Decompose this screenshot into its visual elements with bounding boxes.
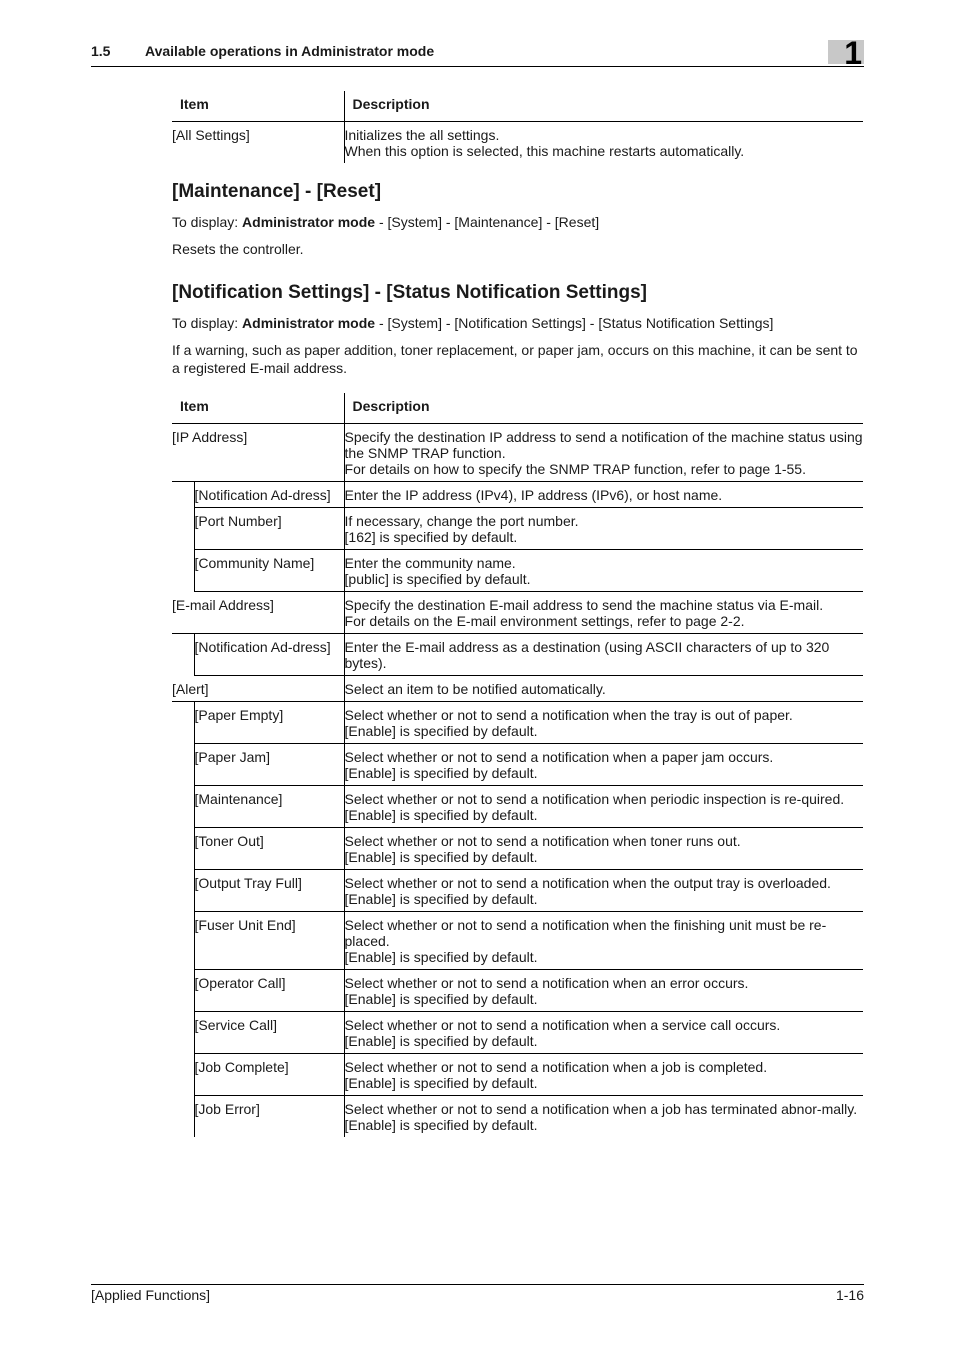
sub-item-cell: [Service Call]: [194, 1012, 344, 1054]
display-prefix: To display:: [172, 214, 243, 230]
description-cell: [344, 1054, 863, 1096]
display-path: - [System] - [Notification Settings] - [Status Notification Settings]: [375, 315, 774, 331]
description-line: [Enable] is specified by default.: [344, 891, 538, 907]
display-prefix: To display:: [172, 315, 243, 331]
item-cell: [All Settings]: [172, 127, 250, 143]
indent-cell: [172, 482, 194, 508]
indent-cell: [172, 634, 194, 676]
indent-cell: [172, 744, 194, 786]
table-row: [172, 786, 863, 828]
page-footer: [91, 1284, 864, 1303]
description-line: Select whether or not to send a notification when a job is completed.: [344, 1059, 768, 1075]
table-row: [172, 1096, 863, 1138]
description-line: [Enable] is specified by default.: [344, 1033, 538, 1049]
table-row: [172, 592, 863, 634]
description-line: Select whether or not to send a notification when a service call occurs.: [344, 1017, 781, 1033]
indent-cell: [172, 550, 194, 592]
sub-item-cell: [Operator Call]: [194, 970, 344, 1012]
all-settings-table: [172, 91, 863, 163]
footer-title: [Applied Functions]: [91, 1287, 211, 1303]
table-row: [172, 634, 863, 676]
description-cell: [344, 1012, 863, 1054]
display-path: - [System] - [Maintenance] - [Reset]: [375, 214, 600, 230]
indent-cell: [172, 508, 194, 550]
description-cell: [344, 786, 863, 828]
table-row: [172, 870, 863, 912]
notification-display-path: [172, 314, 864, 332]
item-cell: [IP Address]: [172, 424, 344, 482]
maintenance-description: Resets the controller.: [172, 241, 304, 257]
table-row: [172, 508, 863, 550]
description-cell: [344, 424, 863, 482]
description-line: If necessary, change the port number.: [344, 513, 579, 529]
description-line: Specify the destination E-mail address to send the machine status via E-mail.: [344, 597, 824, 613]
notification-description: If a warning, such as paper addition, toner replacement, or paper jam, occurs on this machine, it can be sent to a registered E-mail address.: [172, 342, 858, 376]
maintenance-reset-heading: [Maintenance] - [Reset]: [172, 181, 382, 202]
description-line: Enter the community name.: [344, 555, 516, 571]
description-cell: [344, 828, 863, 870]
sub-item-cell: [Notification Ad-dress]: [194, 634, 344, 676]
description-line: Specify the destination IP address to send a notification of the machine status using the SNMP TRAP function.: [344, 429, 863, 461]
description-line: Select whether or not to send a notification when periodic inspection is re-quired.: [344, 791, 845, 807]
column-header-item: Item: [172, 91, 344, 122]
page-number: 1-16: [835, 1287, 864, 1303]
description-line: Select an item to be notified automatically.: [344, 681, 606, 697]
description-line: [Enable] is specified by default.: [344, 765, 538, 781]
display-mode: Administrator mode: [242, 315, 376, 331]
description-line: [Enable] is specified by default.: [344, 1075, 538, 1091]
table-row: [172, 744, 863, 786]
sub-item-cell: [Maintenance]: [194, 786, 344, 828]
item-cell: [Alert]: [172, 676, 344, 702]
table-row: [172, 424, 863, 482]
description-cell: [344, 592, 863, 634]
sub-item-cell: [Toner Out]: [194, 828, 344, 870]
table-row: [172, 970, 863, 1012]
sub-item-cell: [Port Number]: [194, 508, 344, 550]
table-row: [172, 482, 863, 508]
description-cell: [344, 1096, 863, 1138]
table-row: [172, 676, 863, 702]
table-header-row: [172, 91, 863, 122]
description-cell: [344, 508, 863, 550]
section-number: 1.5: [91, 43, 111, 59]
column-header-item: Item: [172, 393, 344, 424]
description-line: [Enable] is specified by default.: [344, 807, 538, 823]
sub-item-cell: [Output Tray Full]: [194, 870, 344, 912]
table-header-row: [172, 393, 863, 424]
description-cell: [344, 634, 863, 676]
sub-item-cell: [Paper Jam]: [194, 744, 344, 786]
table-row: [172, 122, 863, 164]
description-cell: [344, 744, 863, 786]
description-line: When this option is selected, this machine restarts automatically.: [344, 143, 745, 159]
display-mode: Administrator mode: [242, 214, 376, 230]
description-cell: [344, 122, 863, 164]
description-cell: [344, 482, 863, 508]
description-line: Select whether or not to send a notification when the finishing unit must be re-placed.: [344, 917, 827, 949]
indent-cell: [172, 828, 194, 870]
description-cell: [344, 870, 863, 912]
table-row: [172, 828, 863, 870]
description-cell: [344, 676, 863, 702]
description-line: Select whether or not to send a notification when an error occurs.: [344, 975, 749, 991]
description-line: For details on the E-mail environment settings, refer to page 2-2.: [344, 613, 745, 629]
description-line: Select whether or not to send a notification when toner runs out.: [344, 833, 741, 849]
chapter-number: 1: [844, 35, 862, 71]
column-header-description: Description: [344, 393, 863, 424]
description-cell: [344, 970, 863, 1012]
indent-cell: [172, 912, 194, 970]
section-title: Available operations in Administrator mode: [145, 43, 435, 59]
status-notification-table: [172, 393, 863, 1137]
description-line: [Enable] is specified by default.: [344, 949, 538, 965]
description-cell: [344, 702, 863, 744]
description-line: For details on how to specify the SNMP TRAP function, refer to page 1-55.: [344, 461, 806, 477]
description-cell: [344, 550, 863, 592]
table-row: [172, 702, 863, 744]
indent-cell: [172, 870, 194, 912]
indent-cell: [172, 702, 194, 744]
description-line: Enter the E-mail address as a destination (using ASCII characters of up to 320 bytes).: [344, 639, 830, 671]
sub-item-cell: [Job Complete]: [194, 1054, 344, 1096]
description-line: [Enable] is specified by default.: [344, 723, 538, 739]
sub-item-cell: [Community Name]: [194, 550, 344, 592]
indent-cell: [172, 970, 194, 1012]
table-row: [172, 550, 863, 592]
description-line: [Enable] is specified by default.: [344, 991, 538, 1007]
description-line: [public] is specified by default.: [344, 571, 531, 587]
sub-item-cell: [Job Error]: [194, 1101, 260, 1117]
maintenance-display-path: [172, 213, 864, 231]
table-row: [172, 1012, 863, 1054]
column-header-description: Description: [344, 91, 863, 122]
description-line: [Enable] is specified by default.: [344, 1117, 538, 1133]
sub-item-cell: [Fuser Unit End]: [194, 912, 344, 970]
description-line: Initializes the all settings.: [344, 127, 500, 143]
chapter-tab: [828, 35, 864, 71]
description-line: Select whether or not to send a notification when a job has terminated abnor-mally.: [344, 1101, 858, 1117]
page-header: [91, 40, 864, 67]
table-row: [172, 1054, 863, 1096]
indent-cell: [172, 1054, 194, 1096]
indent-cell: [172, 1096, 194, 1138]
notification-settings-heading: [Notification Settings] - [Status Notification Settings]: [172, 282, 647, 303]
description-line: Select whether or not to send a notification when the tray is out of paper.: [344, 707, 793, 723]
indent-cell: [172, 1012, 194, 1054]
description-line: Enter the IP address (IPv4), IP address (IPv6), or host name.: [344, 487, 723, 503]
description-cell: [344, 912, 863, 970]
description-line: [Enable] is specified by default.: [344, 849, 538, 865]
description-line: Select whether or not to send a notification when a paper jam occurs.: [344, 749, 774, 765]
description-line: Select whether or not to send a notification when the output tray is overloaded.: [344, 875, 831, 891]
table-row: [172, 912, 863, 970]
indent-cell: [172, 786, 194, 828]
sub-item-cell: [Notification Ad-dress]: [194, 482, 344, 508]
sub-item-cell: [Paper Empty]: [194, 702, 344, 744]
description-line: [162] is specified by default.: [344, 529, 518, 545]
item-cell: [E-mail Address]: [172, 592, 344, 634]
